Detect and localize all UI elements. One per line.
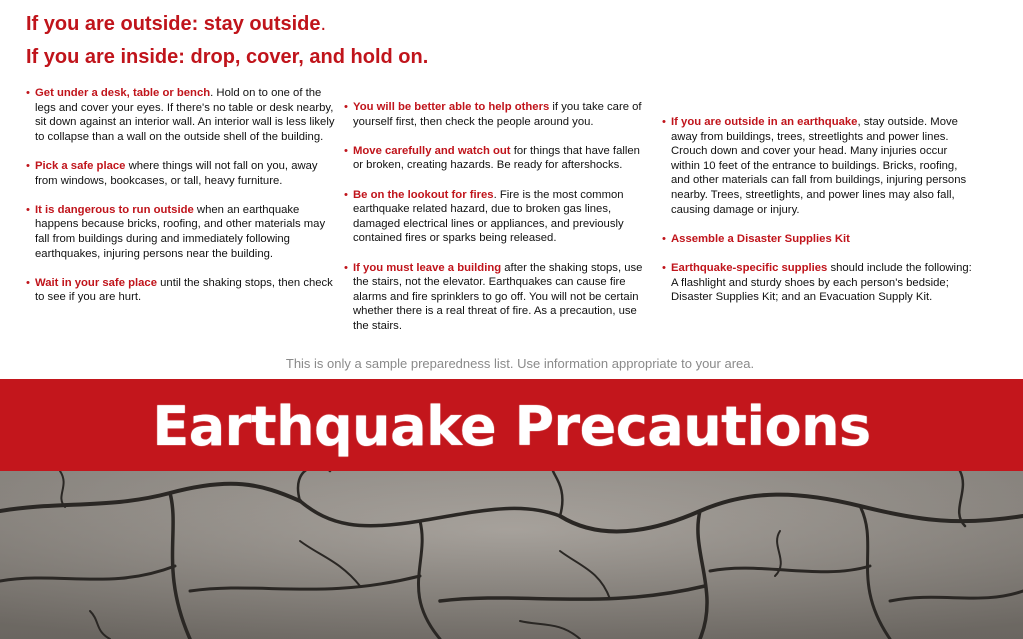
item-text: until the shaking stops, then check to see if you are hurt. <box>35 276 333 304</box>
list-item <box>344 261 650 334</box>
item-lead: It is dangerous to run outside <box>35 203 194 216</box>
bullet-icon: • <box>26 276 30 289</box>
item-lead: Get under a desk, table or bench <box>35 87 211 99</box>
item-text: when an earthquake happens because bricks, roofing, and other materials may fall from buildings during and immediately following earthquakes, injuring persons near the building. <box>35 203 326 260</box>
headline-outside-text: If you are outside: stay outside <box>26 13 321 35</box>
item-text: if you take care of yourself first, then check the people around you. <box>353 101 642 128</box>
page-title: Earthquake Precautions <box>152 395 871 458</box>
bullet-icon: • <box>662 232 666 245</box>
bullet-icon: • <box>344 144 348 157</box>
item-text: , stay outside. Move away from buildings, trees, streetlights and power lines. Crouch down and cover your head. Many injuries occur within 10 feet of the entrance to buildings. Bricks, roofing, and other materials can fall from buildings, injuring persons nearby. Trees, streetlights, and power lines may also fall, causing damage or injury. <box>671 116 967 216</box>
item-lead: Wait in your safe place <box>35 276 157 289</box>
bullet-icon: • <box>662 261 666 274</box>
item-lead: Pick a safe place <box>35 159 126 172</box>
list-item <box>26 203 336 261</box>
list-item <box>344 144 650 173</box>
list-item <box>26 86 336 144</box>
headline-outside <box>26 13 326 36</box>
cracked-earth-photo <box>0 471 1023 639</box>
item-text: after the shaking stops, use the stairs, not the elevator. Earthquakes can cause fire alarms and fire sprinklers to go off. You will not be certain whether there is a real threat of fire. As a precaution, use the stairs. <box>353 261 643 332</box>
item-lead: Be on the lookout for fires <box>353 188 494 201</box>
item-lead: Move carefully and watch out <box>353 144 511 157</box>
footnote: This is only a sample preparedness list. Use information appropriate to your area. <box>285 356 755 371</box>
title-banner <box>0 379 1023 471</box>
headline-outside-period: . <box>320 13 327 35</box>
item-lead: Assemble a Disaster Supplies Kit <box>671 232 850 245</box>
item-lead: You will be better able to help others <box>353 101 550 113</box>
bullet-icon: • <box>662 116 666 128</box>
item-text: . Fire is the most common earthquake related hazard, due to broken gas lines, damaged electrical lines or appliances, and previously contained fires or sparks being released. <box>353 188 624 245</box>
bullet-icon: • <box>344 101 348 113</box>
bullet-icon: • <box>344 188 348 201</box>
column-1 <box>26 86 336 320</box>
item-lead: Earthquake-specific supplies <box>671 261 828 274</box>
cracked-earth-icon <box>0 471 1023 639</box>
bullet-icon: • <box>26 159 30 172</box>
column-3 <box>662 115 974 319</box>
column-2 <box>344 100 650 348</box>
item-text: where things will not fall on you, away from windows, bookcases, or tall, heavy furniture. <box>35 159 318 187</box>
item-text: should include the following: A flashlight and sturdy shoes by each person's bedside; Disaster Supplies Kit; and an Evacuation Supply Kit. <box>671 261 972 304</box>
list-item <box>662 115 974 217</box>
bullet-icon: • <box>344 261 348 274</box>
item-lead: If you are outside in an earthquake <box>671 116 858 128</box>
bullet-icon: • <box>26 87 30 99</box>
item-text: for things that have fallen or broken, creating hazards. Be ready for aftershocks. <box>353 144 640 172</box>
headline-inside: If you are inside: drop, cover, and hold on. <box>26 46 429 68</box>
bullet-icon: • <box>26 203 30 216</box>
list-item <box>344 188 650 246</box>
list-item <box>662 261 974 305</box>
list-item <box>662 232 974 247</box>
list-item <box>26 276 336 305</box>
list-item <box>344 100 650 129</box>
list-item <box>26 159 336 188</box>
item-lead: If you must leave a building <box>353 261 502 274</box>
item-text: . Hold on to one of the legs and cover your eyes. If there's no table or desk nearby, sit down against an interior wall. An interior wall is less likely to collapse than a wall on the outside shell of the building. <box>35 87 335 143</box>
